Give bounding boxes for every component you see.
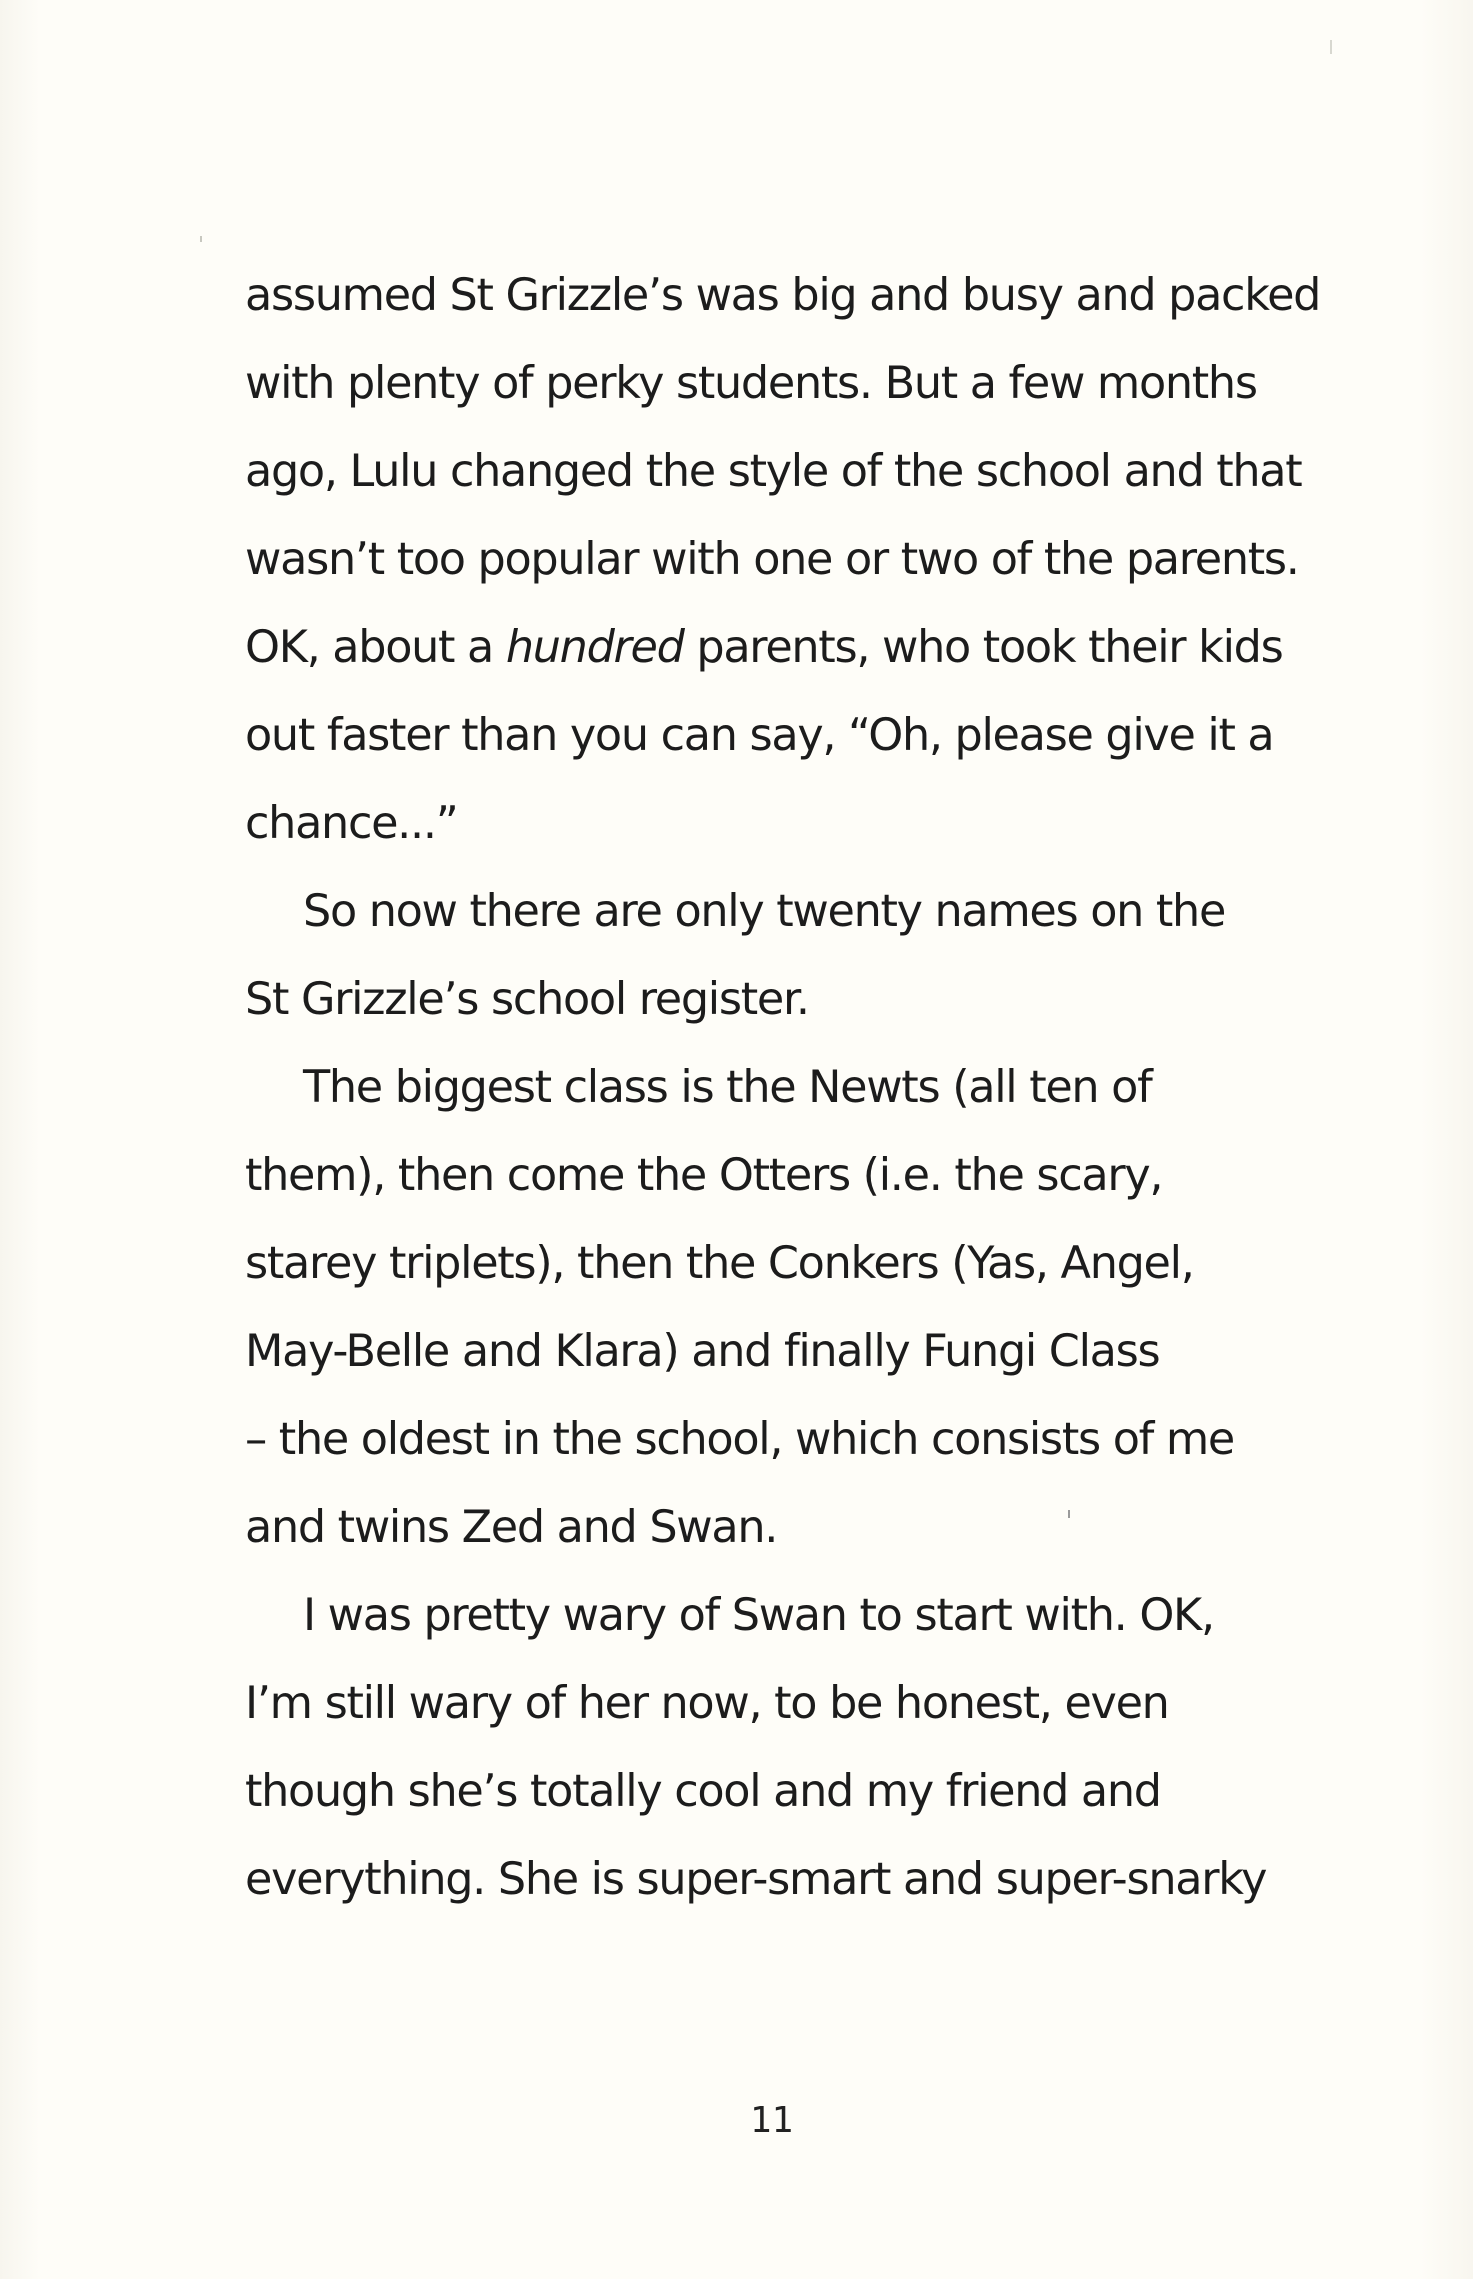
text-line: – the oldest in the school, which consists of me: [245, 1414, 1234, 1465]
text-line: assumed St Grizzle’s was big and busy and packed: [245, 270, 1321, 321]
emphasis-text: hundred: [505, 622, 684, 673]
text-line: wasn’t too popular with one or two of the parents.: [245, 534, 1299, 585]
text-line: starey triplets), then the Conkers (Yas, Angel,: [245, 1238, 1194, 1289]
page-number: 11: [749, 2100, 794, 2141]
text-line: though she’s totally cool and my friend and: [245, 1766, 1161, 1817]
paragraph-start-line: The biggest class is the Newts (all ten of: [303, 1062, 1152, 1113]
text-segment: OK, about a: [245, 622, 506, 673]
scan-speck: [200, 236, 202, 242]
text-line: with plenty of perky students. But a few months: [245, 358, 1257, 409]
text-line: St Grizzle’s school register.: [245, 974, 809, 1025]
text-line: ago, Lulu changed the style of the school and that: [245, 446, 1302, 497]
paragraph-start-line: I was pretty wary of Swan to start with. OK,: [303, 1590, 1214, 1641]
text-line: them), then come the Otters (i.e. the scary,: [245, 1150, 1163, 1201]
text-line: everything. She is super-smart and super-snarky: [245, 1854, 1267, 1905]
text-line: [245, 604, 1305, 692]
text-line: chance...”: [245, 798, 458, 849]
text-line: May-Belle and Klara) and finally Fungi Class: [245, 1326, 1160, 1377]
text-segment: parents, who took their kids: [683, 622, 1283, 673]
body-text: [245, 252, 1321, 1924]
text-line: I’m still wary of her now, to be honest, even: [245, 1678, 1169, 1729]
scan-speck: [1330, 40, 1332, 54]
text-line: and twins Zed and Swan.: [245, 1502, 778, 1553]
scan-speck: [1068, 1510, 1070, 1518]
text-line: out faster than you can say, “Oh, please give it a: [245, 710, 1274, 761]
paragraph-start-line: So now there are only twenty names on the: [303, 886, 1226, 937]
